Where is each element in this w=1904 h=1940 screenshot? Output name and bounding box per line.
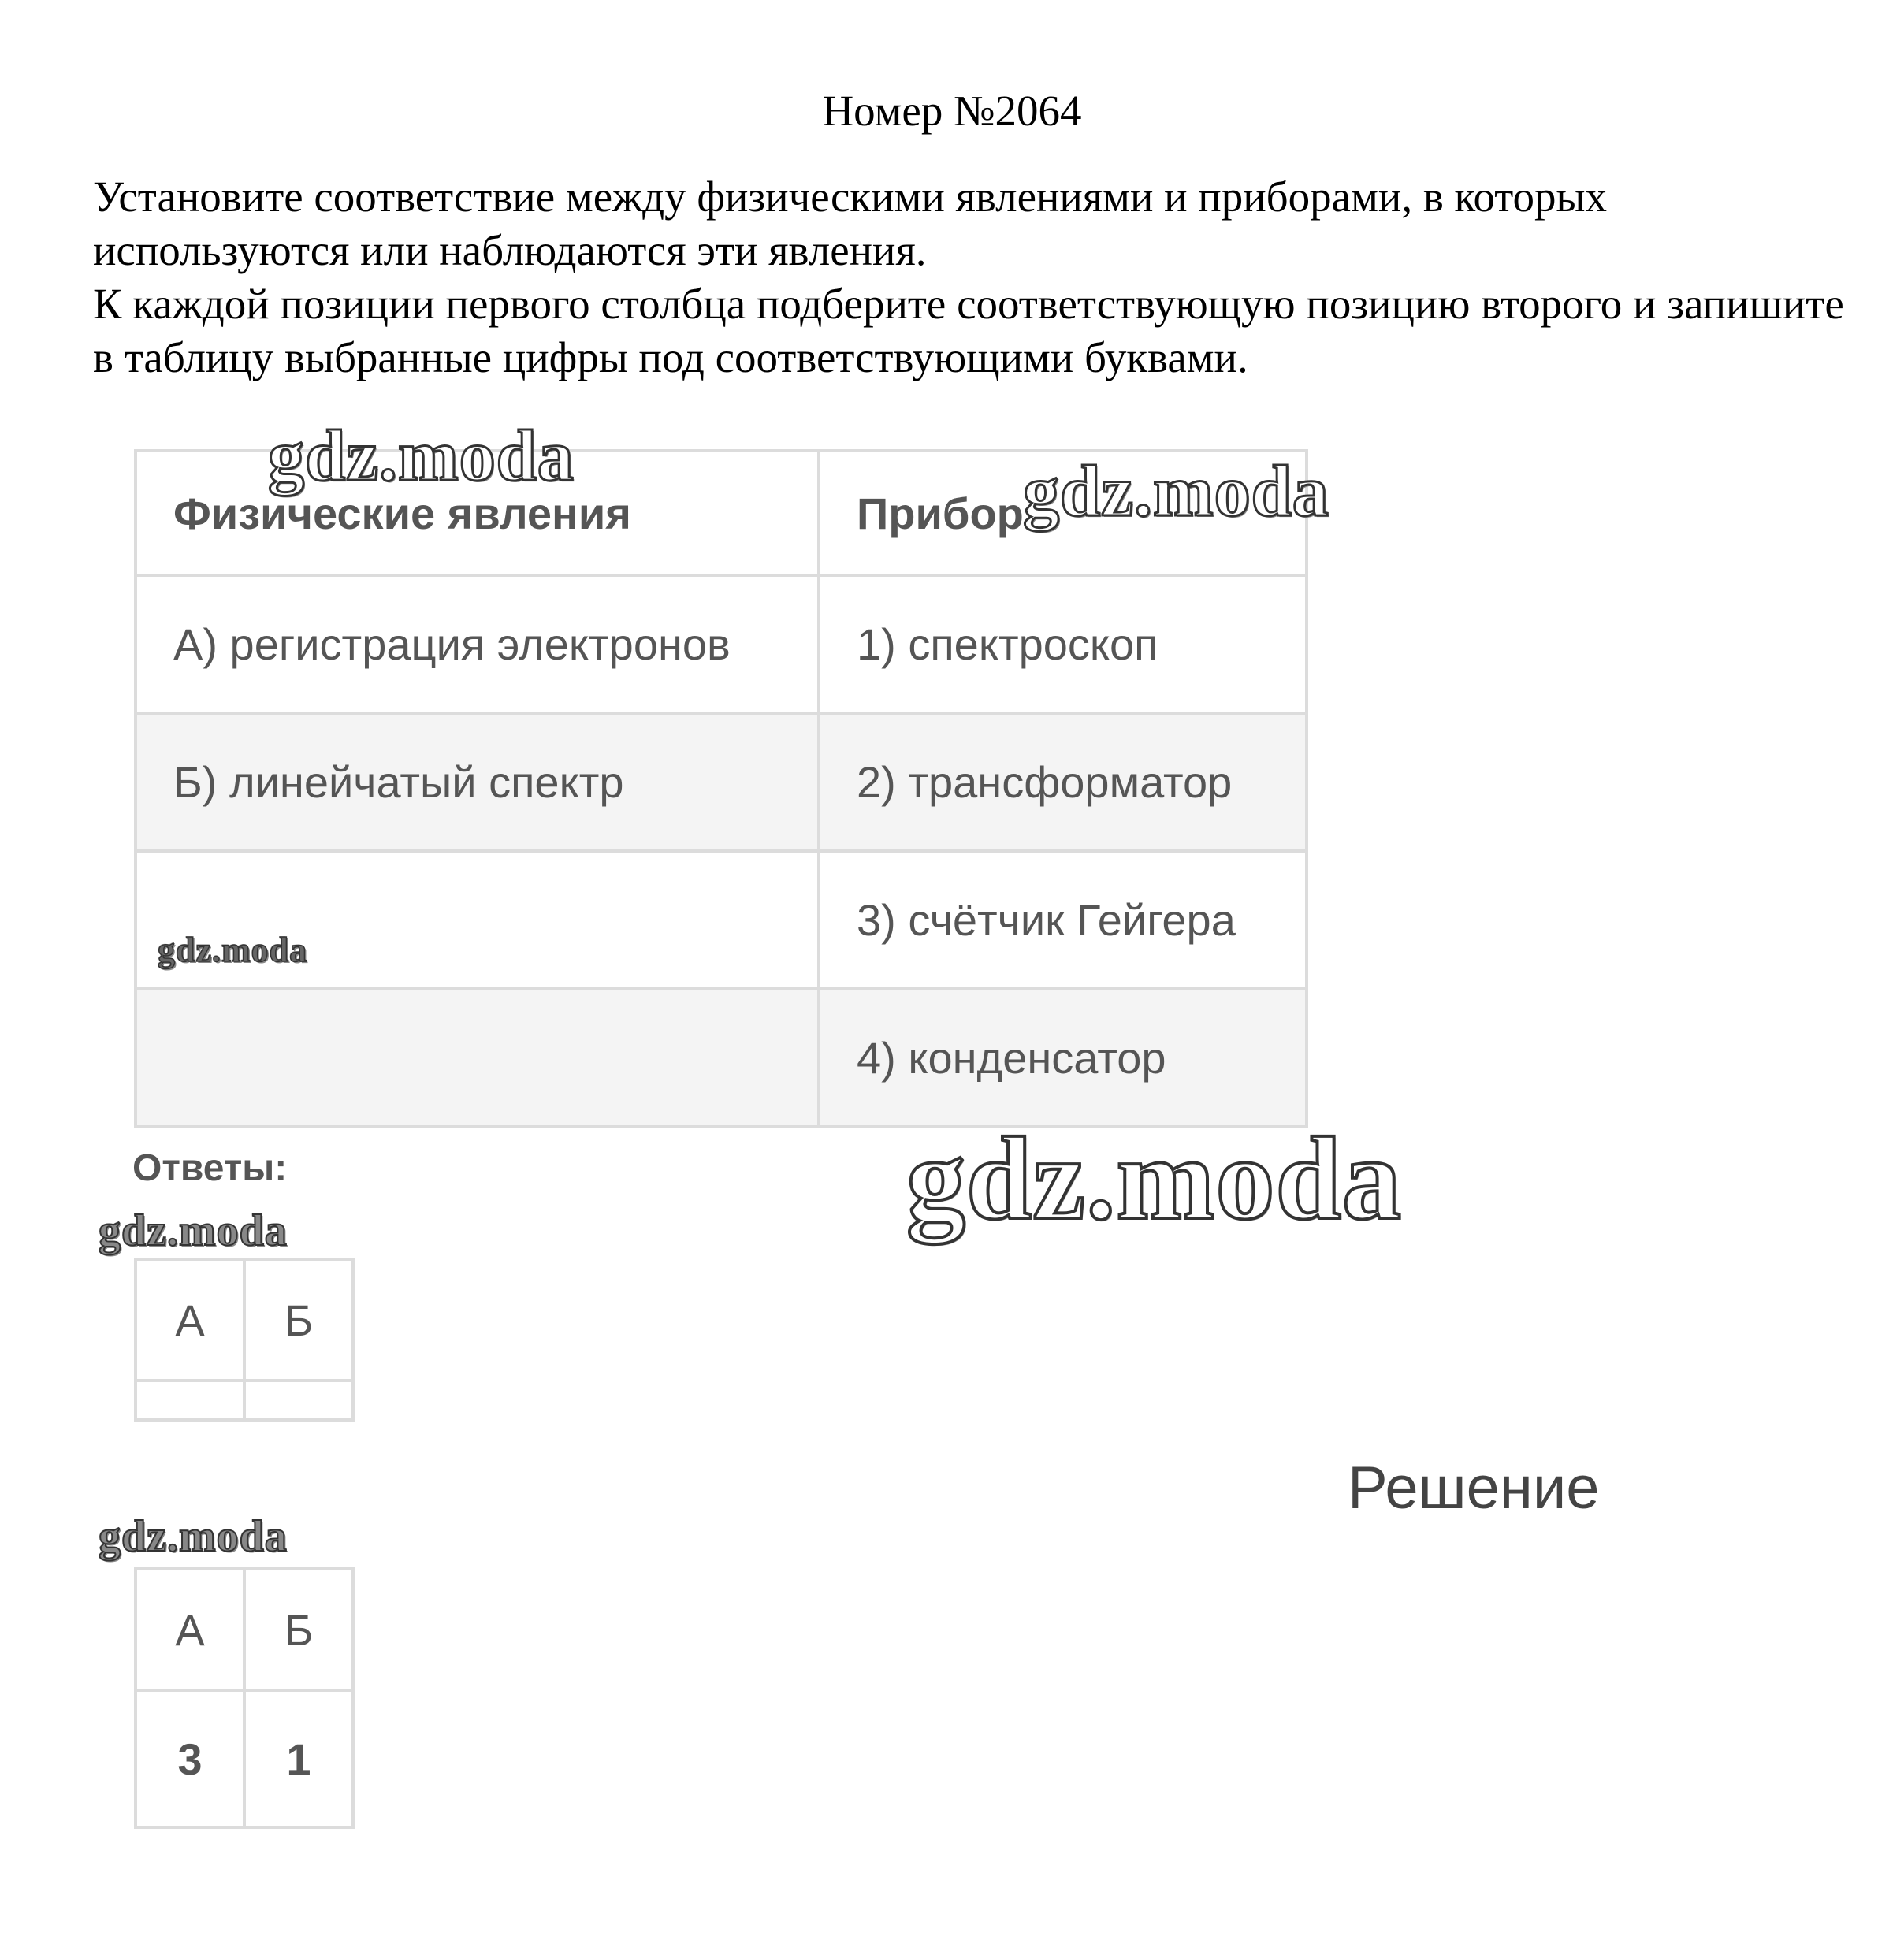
header-device: Прибор (819, 451, 1307, 575)
answer-value: 3 (136, 1690, 244, 1827)
device-cell: 2) трансформатор (819, 713, 1307, 851)
watermark: gdz.moda (268, 415, 575, 496)
answer-table-filled (134, 1567, 355, 1829)
answer-letters-row (136, 1569, 353, 1690)
task-text (93, 170, 1874, 385)
answer-letter: Б (244, 1569, 353, 1690)
answer-value: 1 (244, 1690, 353, 1827)
table-row (136, 575, 1307, 713)
header-phenomena: Физические явления (136, 451, 819, 575)
solution-heading: Решение (1348, 1455, 1600, 1522)
task-paragraph-2: К каждой позиции первого столбца подберите соответствующую позицию второго и запишите в таблицу выбранные цифры под соответствующими буквами. (93, 280, 1844, 381)
answer-letter: Б (244, 1259, 353, 1381)
table-row (136, 713, 1307, 851)
answer-letters-row (136, 1259, 353, 1381)
device-cell: 1) спектроскоп (819, 575, 1307, 713)
matching-table (134, 449, 1308, 1128)
watermark: gdz.moda (906, 1113, 1402, 1244)
table-row (136, 851, 1307, 989)
answers-label: Ответы: (132, 1147, 288, 1189)
watermark: gdz.moda (158, 931, 308, 969)
answer-value (244, 1381, 353, 1420)
phenomenon-cell: Б) линейчатый спектр (136, 713, 819, 851)
phenomenon-cell: А) регистрация электронов (136, 575, 819, 713)
task-number-title: Номер №2064 (822, 87, 1082, 135)
device-cell: 3) счётчик Гейгера (819, 851, 1307, 989)
answer-values-row (136, 1381, 353, 1420)
task-paragraph-1: Установите соответствие между физическими явлениями и приборами, в которых используются или наблюдаются эти явления. (93, 173, 1607, 274)
answer-letter: А (136, 1569, 244, 1690)
watermark: gdz.moda (99, 1206, 288, 1255)
watermark: gdz.moda (1023, 451, 1329, 531)
phenomenon-cell (136, 989, 819, 1127)
answer-letter: А (136, 1259, 244, 1381)
watermark: gdz.moda (99, 1512, 288, 1561)
table-row (136, 989, 1307, 1127)
answer-values-row (136, 1690, 353, 1827)
answer-value (136, 1381, 244, 1420)
answer-table-blank (134, 1258, 355, 1422)
device-cell: 4) конденсатор (819, 989, 1307, 1127)
